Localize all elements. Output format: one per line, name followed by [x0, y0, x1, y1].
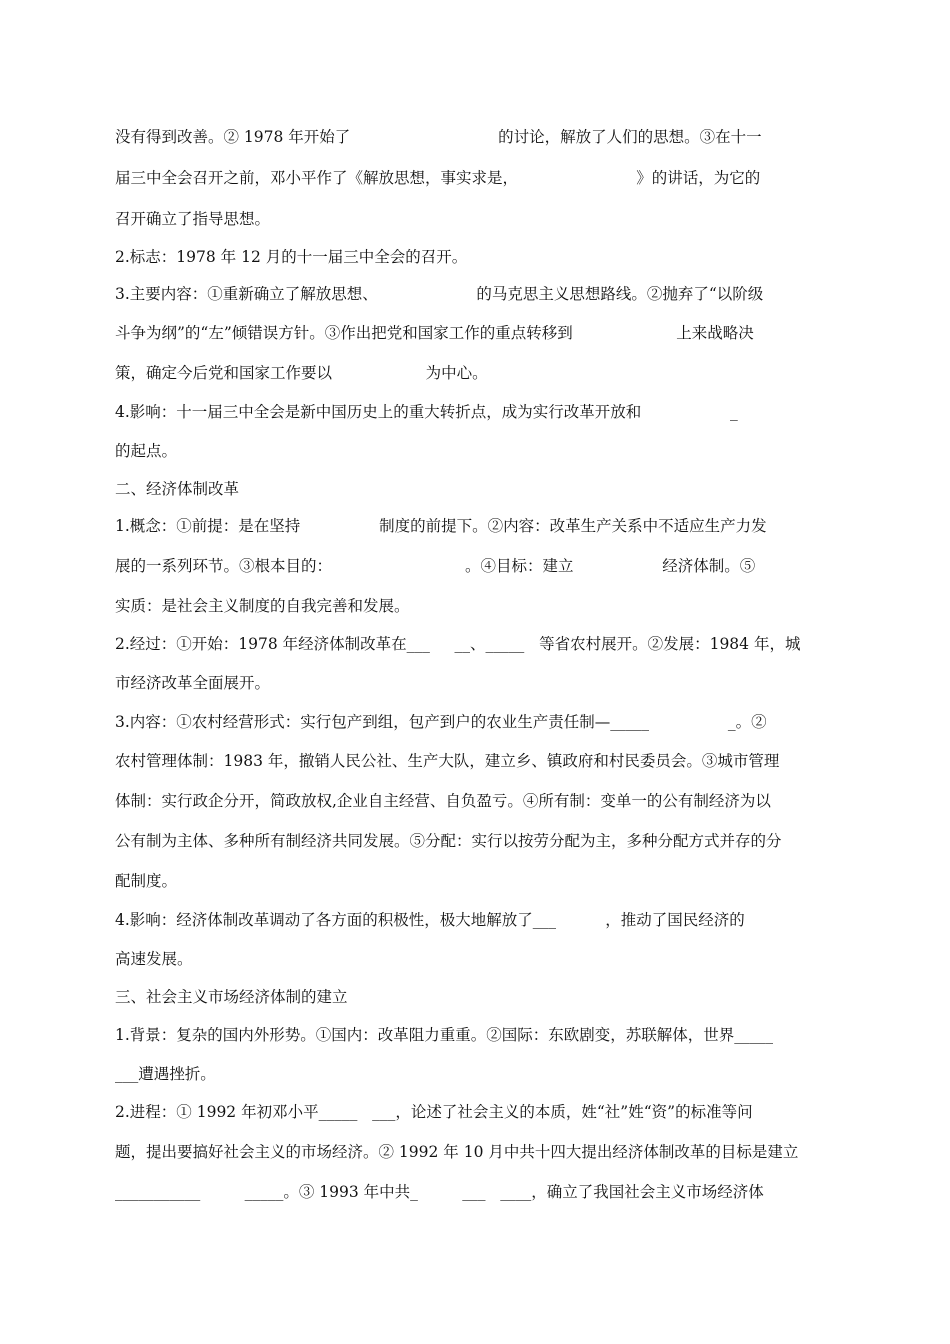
text-line: 3.内容：①农村经营形式：实行包产到组，包产到户的农业生产责任制—_____ _。②	[115, 713, 767, 731]
text-line: 体制：实行政企分开，简政放权,企业自主经营、自负盈亏。④所有制：变单一的公有制经济为以	[115, 792, 771, 810]
text-line: 农村管理体制：1983 年，撤销人民公社、生产大队，建立乡、镇政府和村民委员会。③城市管理	[115, 752, 780, 770]
text-line: 4.影响：十一届三中全会是新中国历史上的重大转折点，成为实行改革开放和 _	[115, 403, 738, 421]
text-line: 召开确立了指导思想。	[115, 210, 271, 228]
section-heading: 二、经济体制改革	[115, 480, 240, 498]
text-line: 公有制为主体、多种所有制经济共同发展。⑤分配：实行以按劳分配为主，多种分配方式并存的分	[115, 832, 782, 850]
text-line: 没有得到改善。② 1978 年开始了 的讨论，解放了人们的思想。③在十一	[115, 128, 762, 146]
text-line: ___________ _____。③ 1993 年中共_ ___ ____，确立了我国社会主义市场经济体	[115, 1183, 764, 1201]
text-line: 1.概念：①前提：是在坚持 制度的前提下。②内容：改革生产关系中不适应生产力发	[115, 517, 767, 535]
text-line: 配制度。	[115, 872, 178, 890]
text-line: 2.经过：①开始：1978 年经济体制改革在___ __、_____ 等省农村展开。②发展：1984 年，城	[115, 635, 801, 653]
text-line: 题，提出要搞好社会主义的市场经济。② 1992 年 10 月中共十四大提出经济体制改革的目标是建立	[115, 1143, 799, 1161]
text-line: 3.主要内容：①重新确立了解放思想、 的马克思主义思想路线。②抛弃了“以阶级	[115, 285, 764, 303]
text-line: 策，确定今后党和国家工作要以 为中心。	[115, 364, 488, 382]
text-line: 的起点。	[115, 442, 178, 460]
text-line: 市经济改革全面展开。	[115, 674, 271, 692]
text-line: 届三中全会召开之前，邓小平作了《解放思想，事实求是， 》的讲话，为它的	[115, 169, 761, 187]
text-line: ___遭遇挫折。	[115, 1065, 216, 1083]
text-line: 展的一系列环节。③根本目的： 。④目标：建立 经济体制。⑤	[115, 557, 756, 575]
text-line: 4.影响：经济体制改革调动了各方面的积极性，极大地解放了___ ，推动了国民经济的	[115, 911, 745, 929]
text-line: 2.标志：1978 年 12 月的十一届三中全会的召开。	[115, 248, 468, 266]
text-line: 2.进程：① 1992 年初邓小平_____ ___，论述了社会主义的本质，姓“社”姓“资”的标准等问	[115, 1103, 753, 1121]
text-line: 高速发展。	[115, 950, 193, 968]
text-line: 1.背景：复杂的国内外形势。①国内：改革阻力重重。②国际：东欧剧变，苏联解体，世界_____	[115, 1026, 774, 1044]
section-heading: 三、社会主义市场经济体制的建立	[115, 988, 348, 1006]
text-line: 实质：是社会主义制度的自我完善和发展。	[115, 597, 410, 615]
text-line: 斗争为纲”的“左”倾错误方针。③作出把党和国家工作的重点转移到 上来战略决	[115, 324, 754, 342]
